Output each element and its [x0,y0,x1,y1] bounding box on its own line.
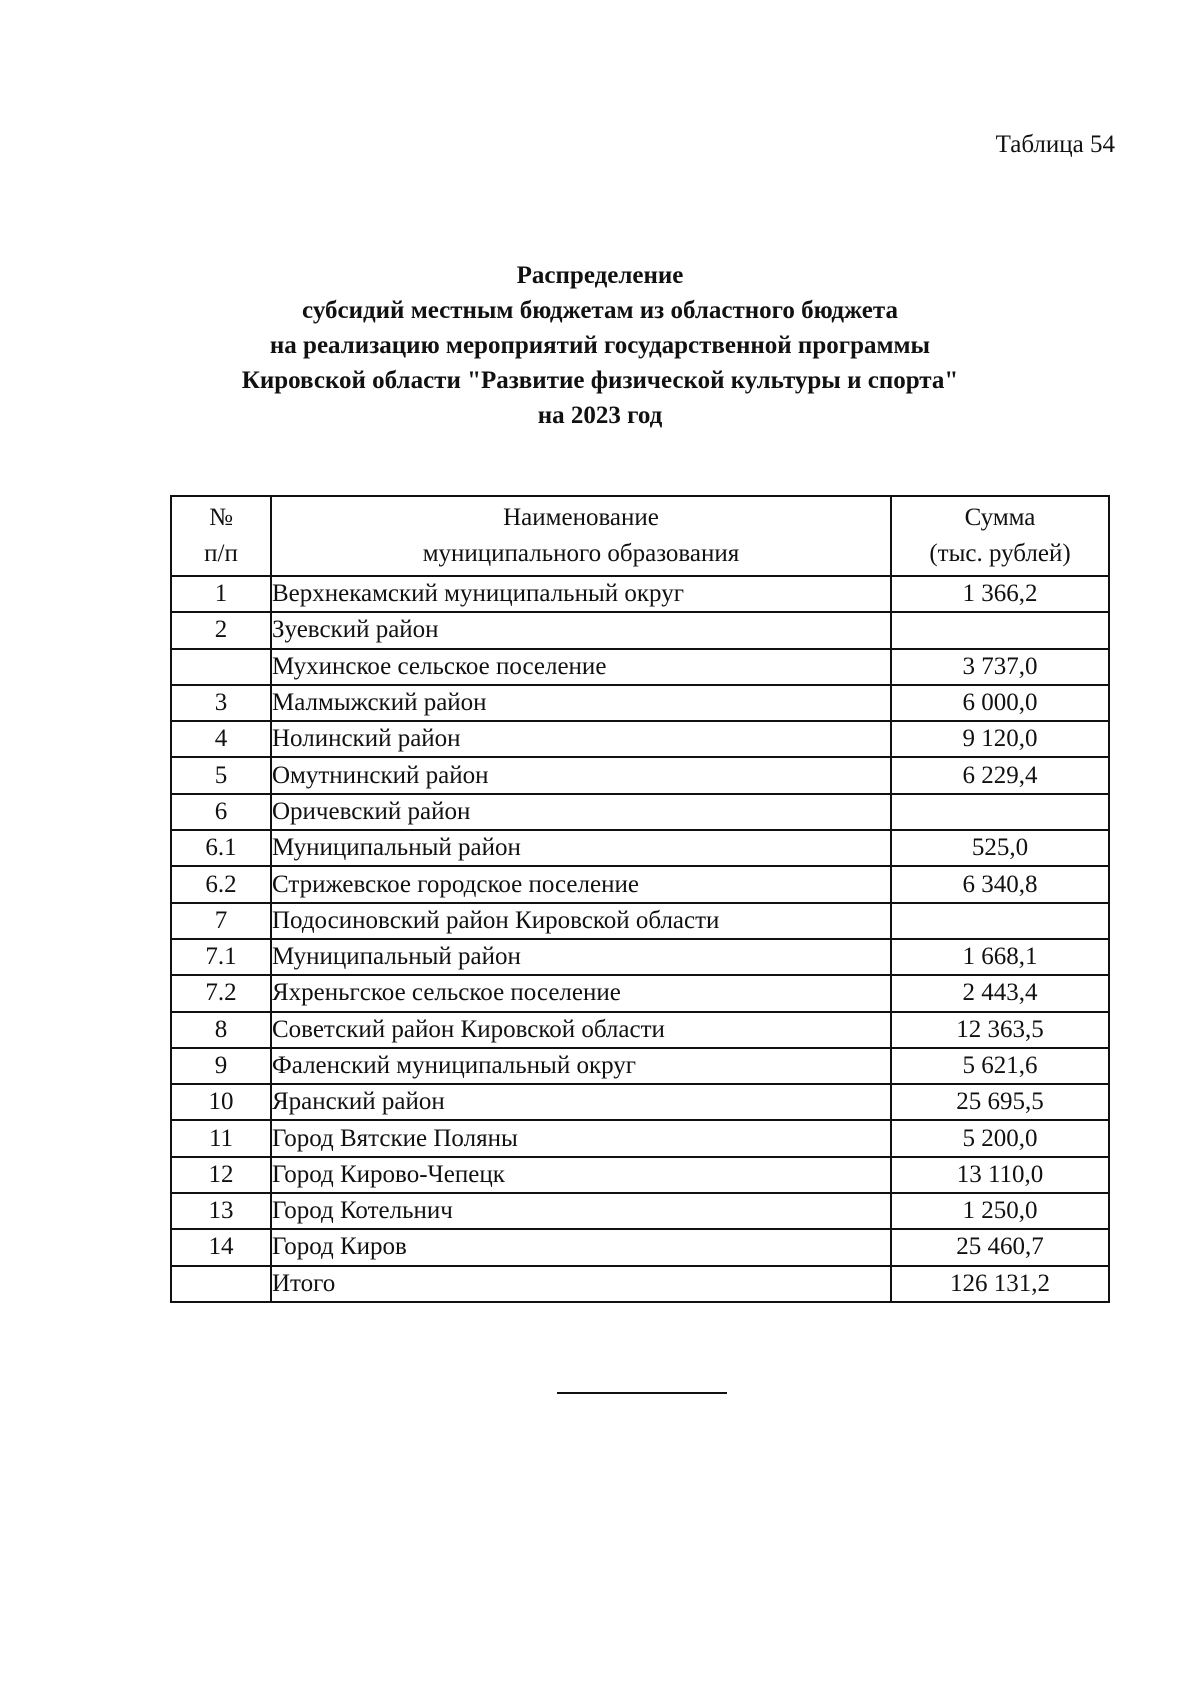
row-name-cell: Город Котельнич [271,1193,891,1229]
document-title [0,258,1200,433]
row-sum-cell [891,794,1109,830]
header-name-line: муниципального образования [422,540,740,567]
row-number-cell: 11 [171,1120,271,1156]
title-line: субсидий местным бюджетам из областного бюджета [302,297,898,324]
row-name-cell: Верхнекамский муниципальный округ [271,576,891,612]
table-row [171,830,1109,866]
row-number-cell: 6 [171,794,271,830]
title-line: Кировской области "Развитие физической культуры и спорта" [241,367,959,394]
header-number [171,496,271,576]
table-row [171,939,1109,975]
row-sum-cell [891,903,1109,939]
row-sum-cell: 1 366,2 [891,576,1109,612]
row-number-cell: 7.2 [171,975,271,1011]
table-row [171,975,1109,1011]
row-sum-cell: 2 443,4 [891,975,1109,1011]
row-name-cell: Город Кирово-Чепецк [271,1157,891,1193]
row-number-cell: 1 [171,576,271,612]
title-line: на реализацию мероприятий государственной программы [269,332,931,359]
row-name-cell: Оричевский район [271,794,891,830]
row-name-cell: Фаленский муниципальный округ [271,1048,891,1084]
table-body [171,576,1109,1302]
table-row [171,612,1109,648]
header-name-line: Наименование [503,504,659,531]
row-name-cell: Город Киров [271,1229,891,1265]
row-number-cell: 7.1 [171,939,271,975]
table-row [171,576,1109,612]
row-number-cell: 12 [171,1157,271,1193]
table-header-row [171,496,1109,576]
table-row [171,903,1109,939]
row-name-cell: Муниципальный район [271,830,891,866]
header-number-line: № [209,504,233,531]
row-sum-cell: 25 460,7 [891,1229,1109,1265]
row-sum-cell: 5 200,0 [891,1120,1109,1156]
title-line: на 2023 год [537,402,663,429]
row-number-cell [171,1266,271,1302]
row-number-cell: 2 [171,612,271,648]
row-number-cell: 14 [171,1229,271,1265]
row-name-cell: Стрижевское городское поселение [271,866,891,902]
row-name-cell: Малмыжский район [271,685,891,721]
table-row [171,794,1109,830]
row-name-cell: Яранский район [271,1084,891,1120]
row-sum-cell: 6 000,0 [891,685,1109,721]
table-row [171,1120,1109,1156]
table-row [171,1229,1109,1265]
row-sum-cell: 9 120,0 [891,721,1109,757]
row-number-cell: 4 [171,721,271,757]
row-name-cell: Омутнинский район [271,757,891,793]
row-number-cell: 6.1 [171,830,271,866]
header-sum-line: (тыс. рублей) [929,540,1071,567]
table-row [171,757,1109,793]
header-number-line: п/п [204,540,238,567]
row-name-cell: Итого [271,1266,891,1302]
table-number: Таблица 54 [995,131,1115,158]
row-name-cell: Нолинский район [271,721,891,757]
row-number-cell: 6.2 [171,866,271,902]
row-sum-cell: 12 363,5 [891,1012,1109,1048]
row-sum-cell: 6 229,4 [891,757,1109,793]
row-number-cell: 10 [171,1084,271,1120]
table-row [171,685,1109,721]
row-sum-cell: 13 110,0 [891,1157,1109,1193]
row-name-cell: Город Вятские Поляны [271,1120,891,1156]
row-number-cell: 5 [171,757,271,793]
table-row [171,1157,1109,1193]
row-number-cell: 7 [171,903,271,939]
header-name [271,496,891,576]
subsidy-table [170,495,1110,1303]
row-sum-cell: 525,0 [891,830,1109,866]
row-name-cell: Зуевский район [271,612,891,648]
row-number-cell: 8 [171,1012,271,1048]
row-number-cell [171,649,271,685]
row-number-cell: 13 [171,1193,271,1229]
title-line: Распределение [516,262,684,289]
table-row [171,1266,1109,1302]
row-number-cell: 3 [171,685,271,721]
row-name-cell: Мухинское сельское поселение [271,649,891,685]
table-row [171,649,1109,685]
row-sum-cell: 5 621,6 [891,1048,1109,1084]
table-row [171,721,1109,757]
header-sum [891,496,1109,576]
row-name-cell: Яхреньгское сельское поселение [271,975,891,1011]
table-row [171,1193,1109,1229]
table-row [171,1084,1109,1120]
table-row [171,866,1109,902]
row-number-cell: 9 [171,1048,271,1084]
row-name-cell: Муниципальный район [271,939,891,975]
closing-rule [557,1392,727,1394]
row-sum-cell: 1 668,1 [891,939,1109,975]
row-sum-cell: 3 737,0 [891,649,1109,685]
row-sum-cell: 126 131,2 [891,1266,1109,1302]
row-sum-cell: 25 695,5 [891,1084,1109,1120]
row-name-cell: Советский район Кировской области [271,1012,891,1048]
row-sum-cell [891,612,1109,648]
row-name-cell: Подосиновский район Кировской области [271,903,891,939]
header-sum-line: Сумма [964,504,1036,531]
table-row [171,1048,1109,1084]
row-sum-cell: 6 340,8 [891,866,1109,902]
row-sum-cell: 1 250,0 [891,1193,1109,1229]
table-row [171,1012,1109,1048]
